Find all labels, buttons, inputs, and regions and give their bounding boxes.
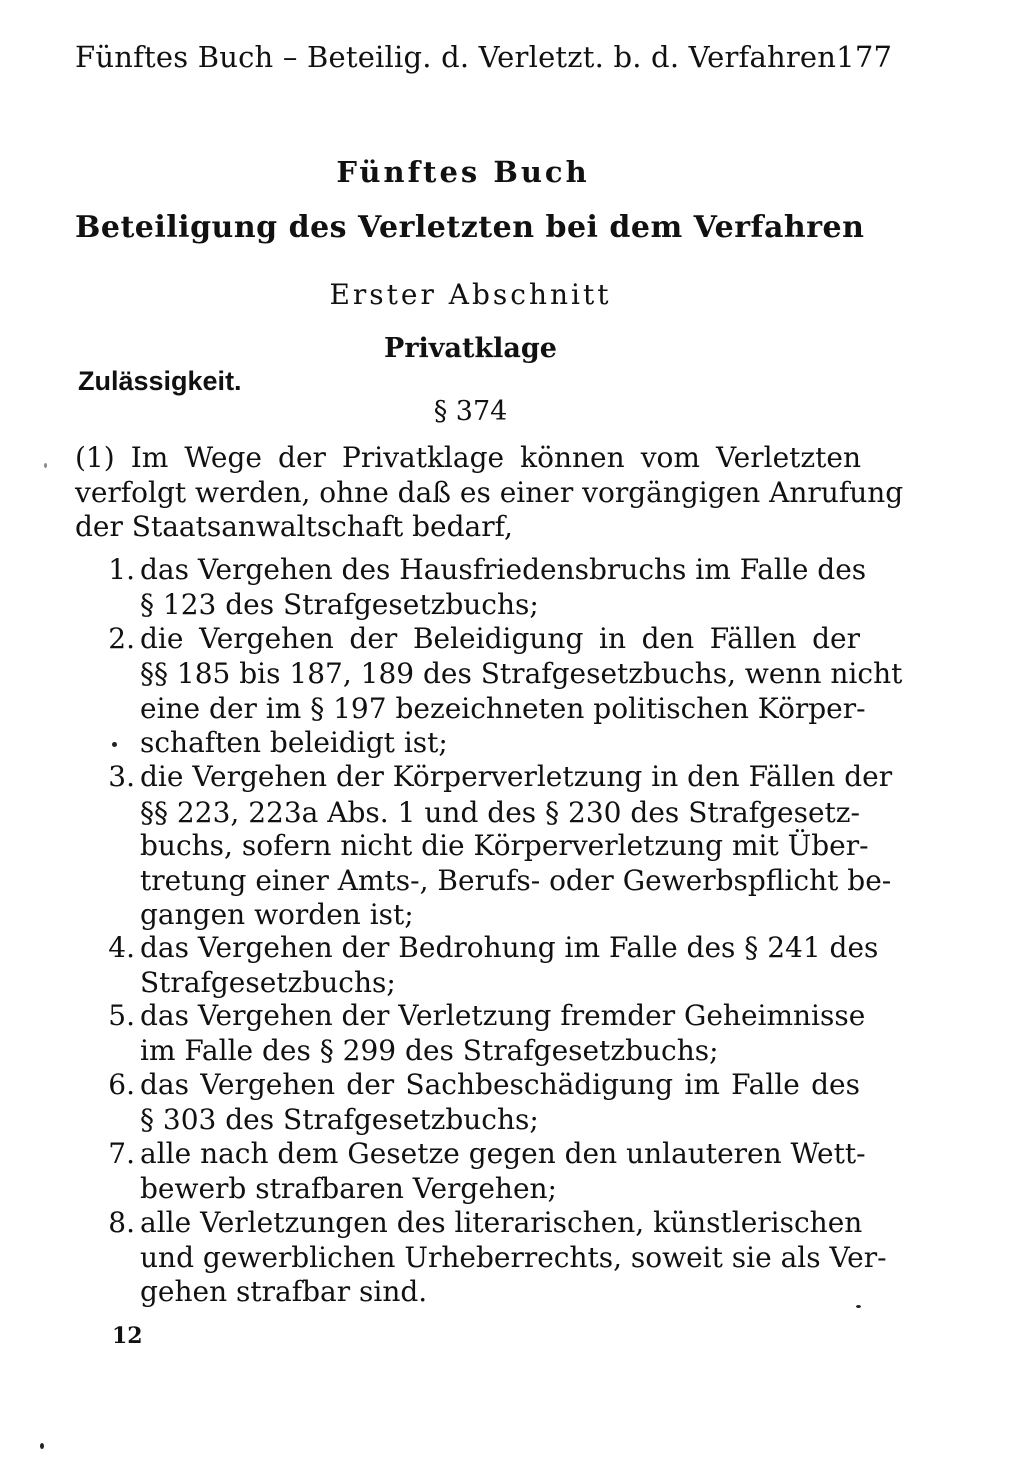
list-item-number: 7. [108,1137,135,1170]
list-item-number: 4. [108,931,135,964]
list-item-line: bewerb strafbaren Vergehen; [140,1172,557,1205]
list-item-line: §§ 223, 223a Abs. 1 und des § 230 des Strafgesetz- [140,796,860,829]
scan-speck [40,1443,44,1449]
book-label: Fünftes Buch [336,155,590,189]
scan-speck [856,1305,861,1308]
paragraph-number: § 374 [433,396,508,427]
running-head [75,40,893,74]
list-item-line: buchs, sofern nicht die Körperverletzung mit Über- [140,829,869,862]
list-item-line: das Vergehen der Bedrohung im Falle des § 241 des [140,931,879,964]
list-item-line: gangen worden ist; [140,898,414,931]
running-head-title: Fünftes Buch – Beteilig. d. Verletzt. b. d. Verfahren [75,40,837,74]
list-item-line: im Falle des § 299 des Strafgesetzbuchs; [140,1034,719,1067]
list-item-line: das Vergehen der Sachbeschädigung im Falle des [140,1068,860,1101]
list-item-line: das Vergehen des Hausfriedensbruchs im Falle des [140,553,867,586]
list-item-line: die Vergehen der Beleidigung in den Fällen der [140,622,860,655]
list-item-number: 1. [108,553,135,586]
scan-speck [44,463,47,468]
page-number: 177 [836,40,893,74]
list-item-number: 2. [108,622,135,655]
section-label: Erster Abschnitt [329,278,612,311]
signature-mark: 12 [112,1323,143,1349]
list-item-line: die Vergehen der Körperverletzung in den Fällen der [140,760,893,793]
list-item-number: 8. [108,1206,135,1239]
intro-line: (1) Im Wege der Privatklage können vom Verletzten [75,441,861,474]
section-title: Privatklage [384,333,557,364]
list-item-line: § 123 des Strafgesetzbuchs; [140,588,539,621]
intro-line: der Staatsanwaltschaft bedarf, [75,510,513,543]
list-item-line: eine der im § 197 bezeichneten politischen Körper- [140,692,866,725]
list-item-number: 3. [108,760,135,793]
list-item-line: gehen strafbar sind. [140,1275,428,1308]
list-item-line: Strafgesetzbuchs; [140,966,396,999]
list-item-line: schaften beleidigt ist; [140,726,448,759]
list-item-line: alle nach dem Gesetze gegen den unlauteren Wett- [140,1137,866,1170]
list-item-number: 5. [108,999,135,1032]
list-item-line: §§ 185 bis 187, 189 des Strafgesetzbuchs, wenn nicht [140,657,903,690]
list-item-line: tretung einer Amts-, Berufs- oder Gewerbspflicht be- [140,864,892,897]
scan-speck [112,742,117,747]
list-item-line: alle Verletzungen des literarischen, künstlerischen [140,1206,863,1239]
list-item-line: das Vergehen der Verletzung fremder Geheimnisse [140,999,866,1032]
intro-line: verfolgt werden, ohne daß es einer vorgängigen Anrufung [75,476,904,509]
list-item-number: 6. [108,1068,135,1101]
list-item-line: und gewerblichen Urheberrechts, soweit sie als Ver- [140,1241,887,1274]
margin-note: Zulässigkeit. [78,366,242,396]
list-item-line: § 303 des Strafgesetzbuchs; [140,1103,539,1136]
book-title: Beteiligung des Verletzten bei dem Verfahren [75,210,865,245]
